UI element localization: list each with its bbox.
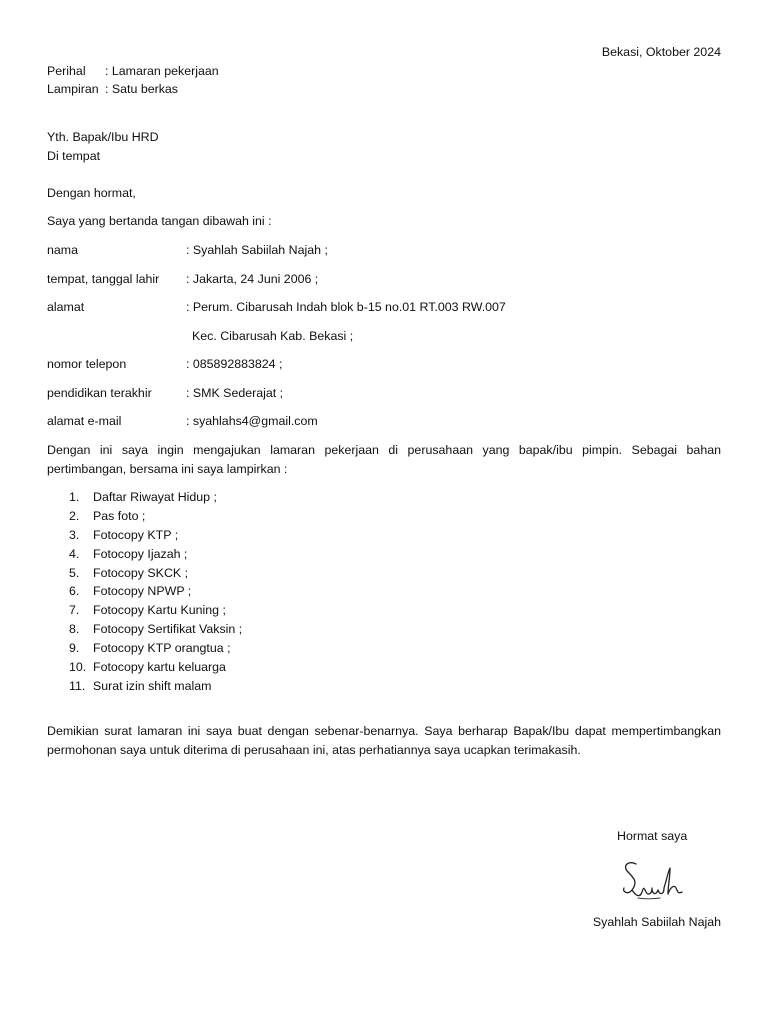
attachment-list <box>47 489 242 697</box>
recipient-location: Di tempat <box>47 149 101 163</box>
list-item <box>47 583 242 602</box>
list-item-number: 5. <box>69 565 80 580</box>
salutation: Dengan hormat, <box>47 186 136 200</box>
list-item-text: Fotocopy Kartu Kuning ; <box>93 603 226 618</box>
list-item <box>47 546 242 565</box>
list-item-text: Pas foto ; <box>93 508 146 523</box>
list-item <box>47 489 242 508</box>
list-item <box>47 621 242 640</box>
list-item <box>47 678 242 697</box>
list-item-number: 1. <box>69 490 80 504</box>
list-item <box>47 640 242 659</box>
list-item-text: Fotocopy KTP orangtua ; <box>93 641 231 656</box>
list-item-text: Fotocopy Ijazah ; <box>93 546 188 561</box>
list-item <box>47 527 242 546</box>
list-item <box>47 659 242 678</box>
education-value: : SMK Sederajat ; <box>186 386 284 400</box>
signature-image <box>618 852 690 908</box>
attachment-value: : Satu berkas <box>105 82 179 96</box>
list-item <box>47 508 242 527</box>
list-item-text: Fotocopy SKCK ; <box>93 565 189 580</box>
list-item-number: 6. <box>69 584 80 599</box>
list-item-text: Fotocopy kartu keluarga <box>93 660 226 675</box>
list-item-number: 8. <box>69 622 80 637</box>
phone-value: : 085892883824 ; <box>186 357 283 371</box>
list-item <box>47 565 242 584</box>
education-label: pendidikan terakhir <box>47 386 152 400</box>
birth-label: tempat, tanggal lahir <box>47 272 160 286</box>
place-date: Bekasi, Oktober 2024 <box>601 45 721 59</box>
list-item-number: 7. <box>69 603 80 618</box>
address-label: alamat <box>47 300 85 314</box>
list-item-text: Fotocopy Sertifikat Vaksin ; <box>93 622 243 637</box>
body-paragraph: Dengan ini saya ingin mengajukan lamaran pekerjaan di perusahaan yang bapak/ibu pimpin. Sebagai bahan pertimbangan, bersama ini saya lampirkan : <box>47 443 721 476</box>
list-item-text: Fotocopy KTP ; <box>93 527 179 542</box>
email-value: : syahlahs4@gmail.com <box>186 414 318 428</box>
address-line-1: : Perum. Cibarusah Indah blok b-15 no.01 RT.003 RW.007 <box>186 300 506 314</box>
name-value: : Syahlah Sabiilah Najah ; <box>186 243 328 257</box>
address-line-2: Kec. Cibarusah Kab. Bekasi ; <box>192 329 354 343</box>
recipient-line: Yth. Bapak/Ibu HRD <box>47 130 159 144</box>
list-item-text: Daftar Riwayat Hidup ; <box>93 490 217 504</box>
closing-phrase: Hormat saya <box>617 829 688 843</box>
list-item-text: Surat izin shift malam <box>93 678 212 693</box>
signer-name: Syahlah Sabiilah Najah <box>592 915 721 929</box>
phone-label: nomor telepon <box>47 357 127 371</box>
subject-label: Perihal <box>47 64 86 78</box>
closing-paragraph: Demikian surat lamaran ini saya buat dengan sebenar-benarnya. Saya berharap Bapak/Ibu dapat mempertimbangkan permohonan saya untuk diterima di perusahaan ini, atas perhatiannya saya ucapkan terimakasih. <box>47 724 721 757</box>
list-item-text: Fotocopy NPWP ; <box>93 584 192 599</box>
subject-value: : Lamaran pekerjaan <box>105 64 219 78</box>
name-label: nama <box>47 243 78 257</box>
list-item-number: 11. <box>69 678 86 693</box>
list-item-number: 10. <box>69 660 87 675</box>
list-item-number: 2. <box>69 508 80 523</box>
list-item <box>47 602 242 621</box>
birth-value: : Jakarta, 24 Juni 2006 ; <box>186 272 319 286</box>
list-item-number: 3. <box>69 527 80 542</box>
intro-text: Saya yang bertanda tangan dibawah ini : <box>47 214 272 228</box>
email-label: alamat e-mail <box>47 414 122 428</box>
list-item-number: 9. <box>69 641 80 656</box>
list-item-number: 4. <box>69 546 80 561</box>
subject-row <box>47 63 219 79</box>
attachment-row <box>47 81 178 97</box>
attachment-label: Lampiran <box>47 82 99 96</box>
